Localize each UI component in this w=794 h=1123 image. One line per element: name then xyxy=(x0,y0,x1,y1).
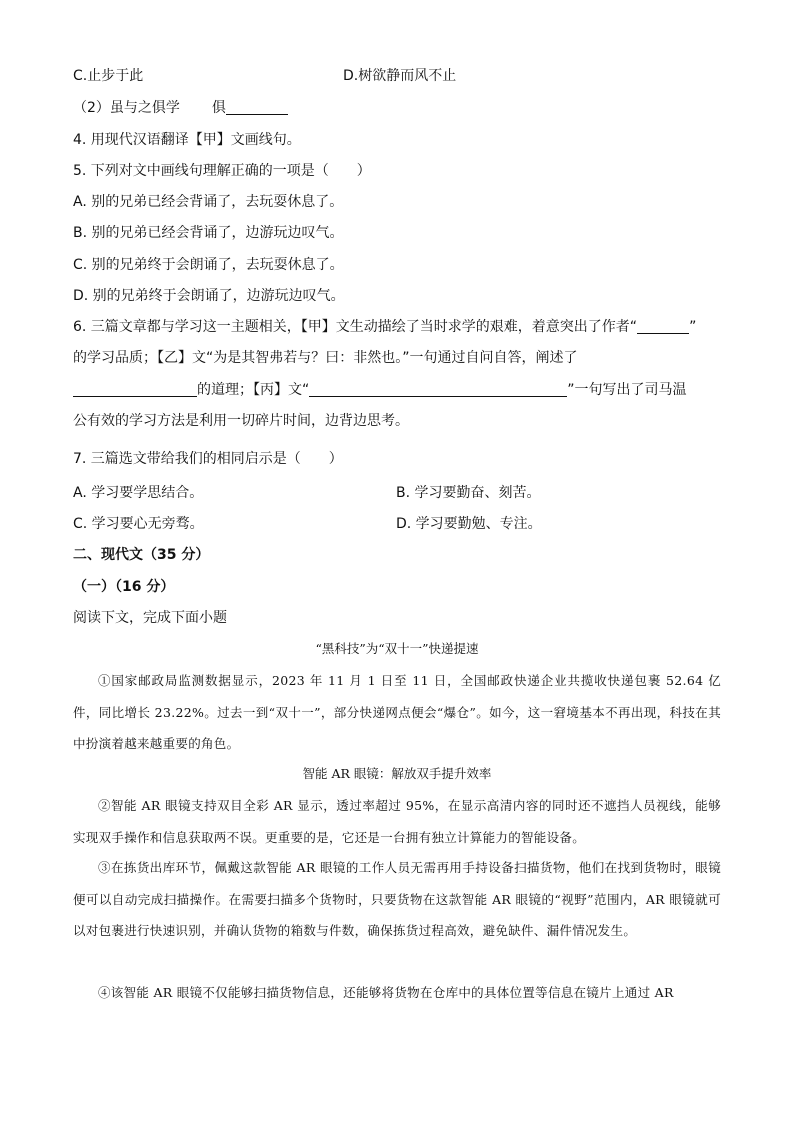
q5-option-d: D. 别的兄弟终于会朗诵了，边游玩边叹气。 xyxy=(73,288,345,304)
q7-option-a: A. 学习要学思结合。 xyxy=(73,485,204,501)
q3-option-c: C.止步于此 xyxy=(73,68,144,84)
q6-line3 xyxy=(73,381,687,399)
article-paragraph-2: ②智能 AR 眼镜支持双目全彩 AR 显示，透过率超过 95%，在显示高清内容的同时还不遮挡人员视线，能够实现双手操作和信息获取两不误。更重要的是，它还是一台拥有独立计算能力的智能设备。 xyxy=(73,798,721,845)
reading-instruction: 阅读下文，完成下面小题 xyxy=(73,610,227,626)
q5-option-b: B. 别的兄弟已经会背诵了，边游玩边叹气。 xyxy=(73,225,344,241)
q7-stem: 7. 三篇选文带给我们的相同启示是（ ） xyxy=(73,451,343,467)
article-subtitle: 智能 AR 眼镜：解放双手提升效率 xyxy=(302,766,492,781)
article-paragraph-1: ①国家邮政局监测数据显示，2023 年 11 月 1 日至 11 日，全国邮政快递企业共揽收快递包裹 52.64 亿件，同比增长 23.22%。过去一到“双十一”，部分快递网点便会“爆仓”。如今，这一窘境基本不再出现，科技在其中扮演着越来越重要的角色。 xyxy=(73,673,721,751)
q7-option-b: B. 学习要勤奋、刻苦。 xyxy=(396,485,541,501)
q6-line2: 的学习品质；【乙】文“为是其智弗若与？曰：非然也。”一句通过自问自答，阐述了 xyxy=(73,350,578,366)
q7-option-c: C. 学习要心无旁骛。 xyxy=(73,516,204,532)
q3-sub2-word: 俱 xyxy=(211,100,226,116)
q3-sub2-prefix: （2）虽与之俱学 xyxy=(73,100,180,116)
q6-line4: 公有效的学习方法是利用一切碎片时间，边背边思考。 xyxy=(73,413,409,429)
section-title: 二、现代文（35 分） xyxy=(73,547,210,563)
q6-line1-close: ” xyxy=(689,319,697,335)
article-title: “黑科技”为“双十一”快递提速 xyxy=(315,641,479,656)
q5-option-c: C. 别的兄弟终于会朗诵了，去玩耍休息了。 xyxy=(73,257,344,273)
section-part-title: （一）（16 分） xyxy=(73,579,175,595)
answer-blank[interactable] xyxy=(637,319,689,334)
q3-sub2 xyxy=(73,99,288,117)
q5-stem: 5. 下列对文中画线句理解正确的一项是（ ） xyxy=(73,163,371,179)
q6-line1 xyxy=(73,318,696,336)
q6-line3-tail: ”一句写出了司马温 xyxy=(567,382,687,398)
q7-option-d: D. 学习要勤勉、专注。 xyxy=(396,516,542,532)
q4-stem: 4. 用现代汉语翻译【甲】文画线句。 xyxy=(73,132,301,148)
article-paragraph-3: ③在拣货出库环节，佩戴这款智能 AR 眼镜的工作人员无需再用手持设备扫描货物，他们在找到货物时，眼镜便可以自动完成扫描操作。在需要扫描多个货物时，只要货物在这款智能 AR 眼镜的“视野”范围内，AR 眼镜就可以对包裹进行快速识别，并确认货物的箱数与件数，确保拣货过程高效，避免缺件、漏件情况发生。 xyxy=(73,860,721,938)
q6-line3-text: 的道理；【丙】文“ xyxy=(197,382,310,398)
q6-line1-text: 6. 三篇文章都与学习这一主题相关，【甲】文生动描绘了当时求学的艰难，着意突出了作者“ xyxy=(73,319,638,335)
answer-blank[interactable] xyxy=(226,100,288,115)
answer-blank[interactable] xyxy=(309,382,567,397)
q5-option-a: A. 别的兄弟已经会背诵了，去玩耍休息了。 xyxy=(73,194,344,210)
q3-option-d: D.树欲静而风不止 xyxy=(343,68,457,84)
answer-blank[interactable] xyxy=(73,382,197,397)
article-paragraph-4: ④该智能 AR 眼镜不仅能够扫描货物信息，还能够将货物在仓库中的具体位置等信息在镜片上通过 AR xyxy=(98,985,674,1000)
